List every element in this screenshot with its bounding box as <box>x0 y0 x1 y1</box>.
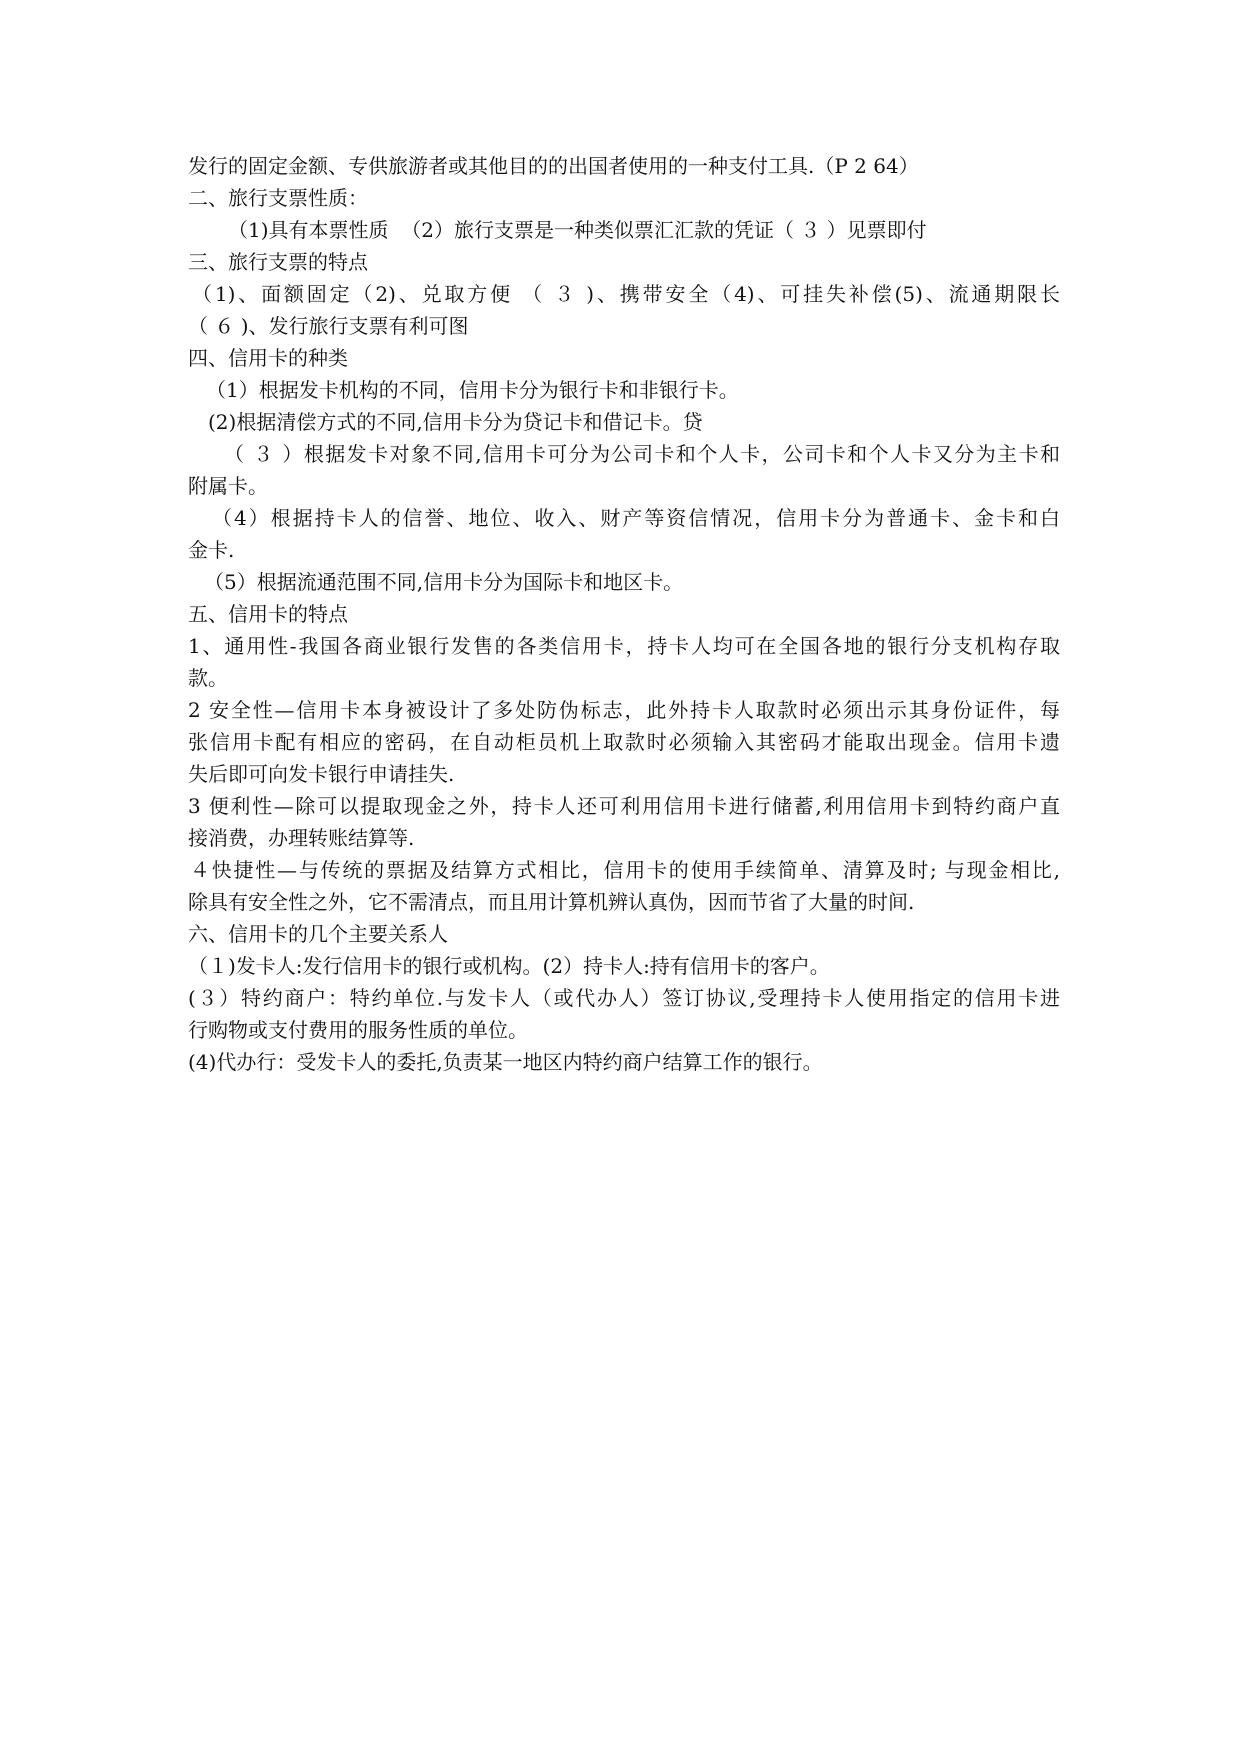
text-line: 3 便利性—除可以提取现金之外，持卡人还可利用信用卡进行储蓄,利用信用卡到特约商户直 <box>188 794 1060 818</box>
text-line: 接消费，办理转账结算等. <box>188 826 415 850</box>
section-heading: 六、信用卡的几个主要关系人 <box>188 922 448 946</box>
document-body <box>188 150 1060 1078</box>
text-line: 款。 <box>188 666 228 690</box>
text-line: （ ３ ）根据发卡对象不同,信用卡可分为公司卡和个人卡，公司卡和个人卡又分为主卡和 <box>224 442 1060 466</box>
text-line: 1、通用性-我国各商业银行发售的各类信用卡，持卡人均可在全国各地的银行分支机构存取 <box>188 634 1060 658</box>
text-line: 附属卡。 <box>188 474 268 498</box>
text-line: 除具有安全性之外，它不需清点，而且用计算机辨认真伪，因而节省了大量的时间. <box>188 890 915 914</box>
text-line: (2)根据清偿方式的不同,信用卡分为贷记卡和借记卡。贷 <box>208 410 703 434</box>
section-heading: 四、信用卡的种类 <box>188 346 348 370</box>
text-line: （ ６ )、发行旅行支票有利可图 <box>188 314 469 338</box>
text-line: 张信用卡配有相应的密码，在自动柜员机上取款时必须输入其密码才能取出现金。信用卡遗 <box>188 730 1060 754</box>
section-heading: 五、信用卡的特点 <box>188 602 348 626</box>
text-line: 行购物或支付费用的服务性质的单位。 <box>188 1018 528 1042</box>
text-line: ４快捷性—与传统的票据及结算方式相比，信用卡的使用手续简单、清算及时; 与现金相比, <box>190 858 1060 882</box>
text-line: 失后即可向发卡银行申请挂失. <box>188 762 455 786</box>
section-heading: 二、旅行支票性质： <box>188 186 368 210</box>
text-line: （1)具有本票性质 （2）旅行支票是一种类似票汇汇款的凭证（ ３ ）见票即付 <box>228 218 927 242</box>
text-line: (4)代办行：受发卡人的委托,负责某一地区内特约商户结算工作的银行。 <box>188 1050 823 1074</box>
text-line: （１)发卡人:发行信用卡的银行或机构。(2）持卡人:持有信用卡的客户。 <box>188 954 830 978</box>
text-line: 2 安全性—信用卡本身被设计了多处防伪标志，此外持卡人取款时必须出示其身份证件，每 <box>188 698 1060 722</box>
text-line: （5）根据流通范围不同,信用卡分为国际卡和地区卡。 <box>204 570 684 594</box>
text-line: 发行的固定金额、专供旅游者或其他目的的出国者使用的一种支付工具.（P 2 64） <box>188 154 919 178</box>
text-line: 金卡. <box>188 538 235 562</box>
text-line: （4）根据持卡人的信誉、地位、收入、财产等资信情况，信用卡分为普通卡、金卡和白 <box>212 506 1060 530</box>
text-line: （1）根据发卡机构的不同，信用卡分为银行卡和非银行卡。 <box>206 378 739 402</box>
section-heading: 三、旅行支票的特点 <box>188 250 368 274</box>
text-line: (３）特约商户：特约单位.与发卡人（或代办人）签订协议,受理持卡人使用指定的信用卡进 <box>188 986 1060 1010</box>
text-line: （1)、面额固定（2)、兑取方便 （ ３ )、携带安全（4)、可挂失补偿(5)、流通期限长 <box>192 282 1060 306</box>
